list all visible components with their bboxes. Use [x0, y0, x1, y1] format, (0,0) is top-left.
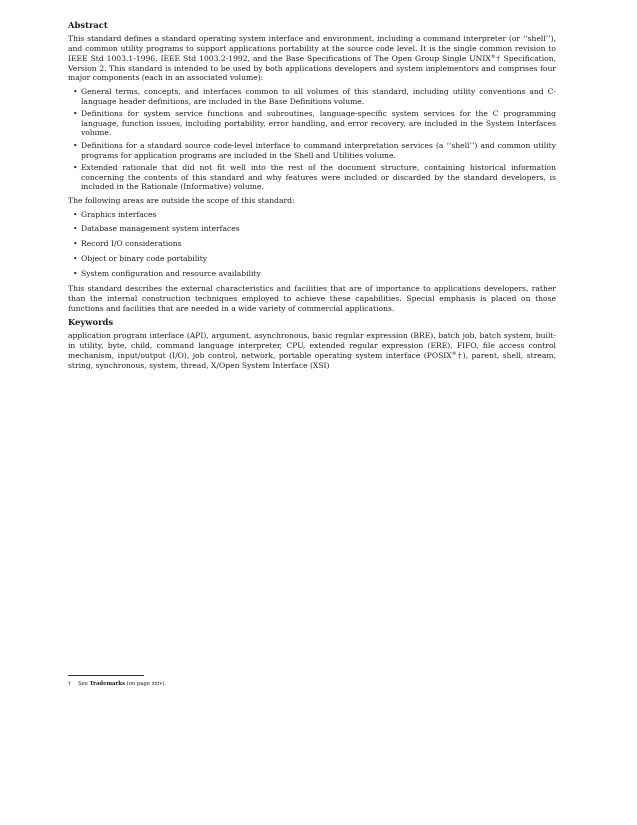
- list-item: [68, 254, 556, 264]
- bullet-icon: •: [73, 254, 78, 264]
- page-content: [68, 20, 556, 375]
- out-of-scope-list: [68, 210, 556, 280]
- abstract-closing: This standard describes the external characteristics and facilities that are of importance to applications developers, rather than the internal construction techniques employed to achieve these capabilities. Special emphasis is placed on those functions and facilities that are needed in a wide variety of commercial applications.: [68, 284, 556, 313]
- keywords-part-b: †), parent, shell, stream, string, synchronous, system, thread, X/Open System Interface (XSI): [68, 351, 556, 370]
- bullet-icon: •: [73, 239, 78, 249]
- keywords-heading: Keywords: [68, 317, 114, 328]
- keywords-text: [68, 331, 556, 370]
- bullet-icon: •: [73, 163, 78, 173]
- list-item: [68, 141, 556, 160]
- bullet-icon: •: [73, 86, 78, 96]
- footnote-marker: †: [68, 681, 71, 687]
- footnote-page-ref: (on page xxiv).: [124, 681, 167, 687]
- bullet-icon: •: [73, 224, 78, 234]
- footnote: [68, 681, 166, 688]
- abstract-intro: [68, 34, 556, 83]
- keywords-part-a: application program interface (API), argument, asynchronous, basic regular expression (BRE), batch job, batch system, built-in utility, byte, child, command language interpreter, CPU, extended regular expression (ERE), FIFO, file access control mechanism, input/output (I/O), job control, network, portable operating system interface (POSIX: [68, 331, 556, 361]
- abstract-intro-part-a: This standard defines a standard operating system interface and environment, including a command interpreter (or ‘‘shell’’), and common utility programs to support applications portability at the source code level. It is the single common revision to IEEE Std 1003.1-1996, IEEE Std 1003.2-1992, and the Base Specifications of The Open Group Single UNIX: [68, 34, 556, 64]
- components-list: [68, 87, 556, 192]
- list-item-text: Record I/O considerations: [81, 239, 182, 249]
- bullet-icon: •: [73, 269, 78, 279]
- list-item-text: System configuration and resource availability: [81, 269, 261, 279]
- footnote-divider: [68, 675, 144, 676]
- trademarks-link[interactable]: Trademarks: [89, 681, 125, 687]
- list-item: [68, 239, 556, 249]
- registered-mark: ®: [490, 54, 496, 61]
- list-item-text: Extended rationale that did not fit well into the rest of the document structure, containing historical information concerning the contents of this standard and why features were included or discarded by the standard developers, is included in the Rationale (Informative) volume.: [81, 163, 556, 192]
- registered-mark: ®: [451, 351, 457, 358]
- list-item: [68, 87, 556, 106]
- bullet-icon: •: [73, 140, 78, 150]
- bullet-icon: •: [73, 209, 78, 219]
- abstract-heading: Abstract: [68, 20, 108, 30]
- scope-intro: The following areas are outside the scope of this standard:: [68, 195, 295, 205]
- list-item-text: Definitions for system service functions and subroutines, language-specific system services for the C programming language, function issues, including portability, error handling, and error recovery, are included in the System Interfaces volume.: [81, 109, 556, 138]
- list-item-text: Object or binary code portability: [81, 254, 208, 264]
- bullet-icon: •: [73, 109, 78, 119]
- list-item-text: Graphics interfaces: [81, 209, 157, 219]
- list-item: [68, 163, 556, 192]
- list-item: [68, 269, 556, 279]
- list-item: [68, 109, 556, 138]
- list-item-text: General terms, concepts, and interfaces common to all volumes of this standard, including utility conventions and C-language header definitions, are included in the Base Definitions volume.: [81, 86, 556, 106]
- list-item-text: Database management system interfaces: [81, 224, 240, 234]
- footnote-see: See: [78, 681, 90, 687]
- list-item: [68, 224, 556, 234]
- list-item-text: Definitions for a standard source code-level interface to command interpretation services (a ‘‘shell’’) and common utility programs for application programs are included in the Shell and Utilities volume.: [81, 140, 556, 160]
- abstract-intro-part-b: † Specification, Version 2. This standard is intended to be used by both applications developers and system implementors and comprises four major components (each in an associated volume):: [68, 54, 556, 83]
- list-item: [68, 210, 556, 220]
